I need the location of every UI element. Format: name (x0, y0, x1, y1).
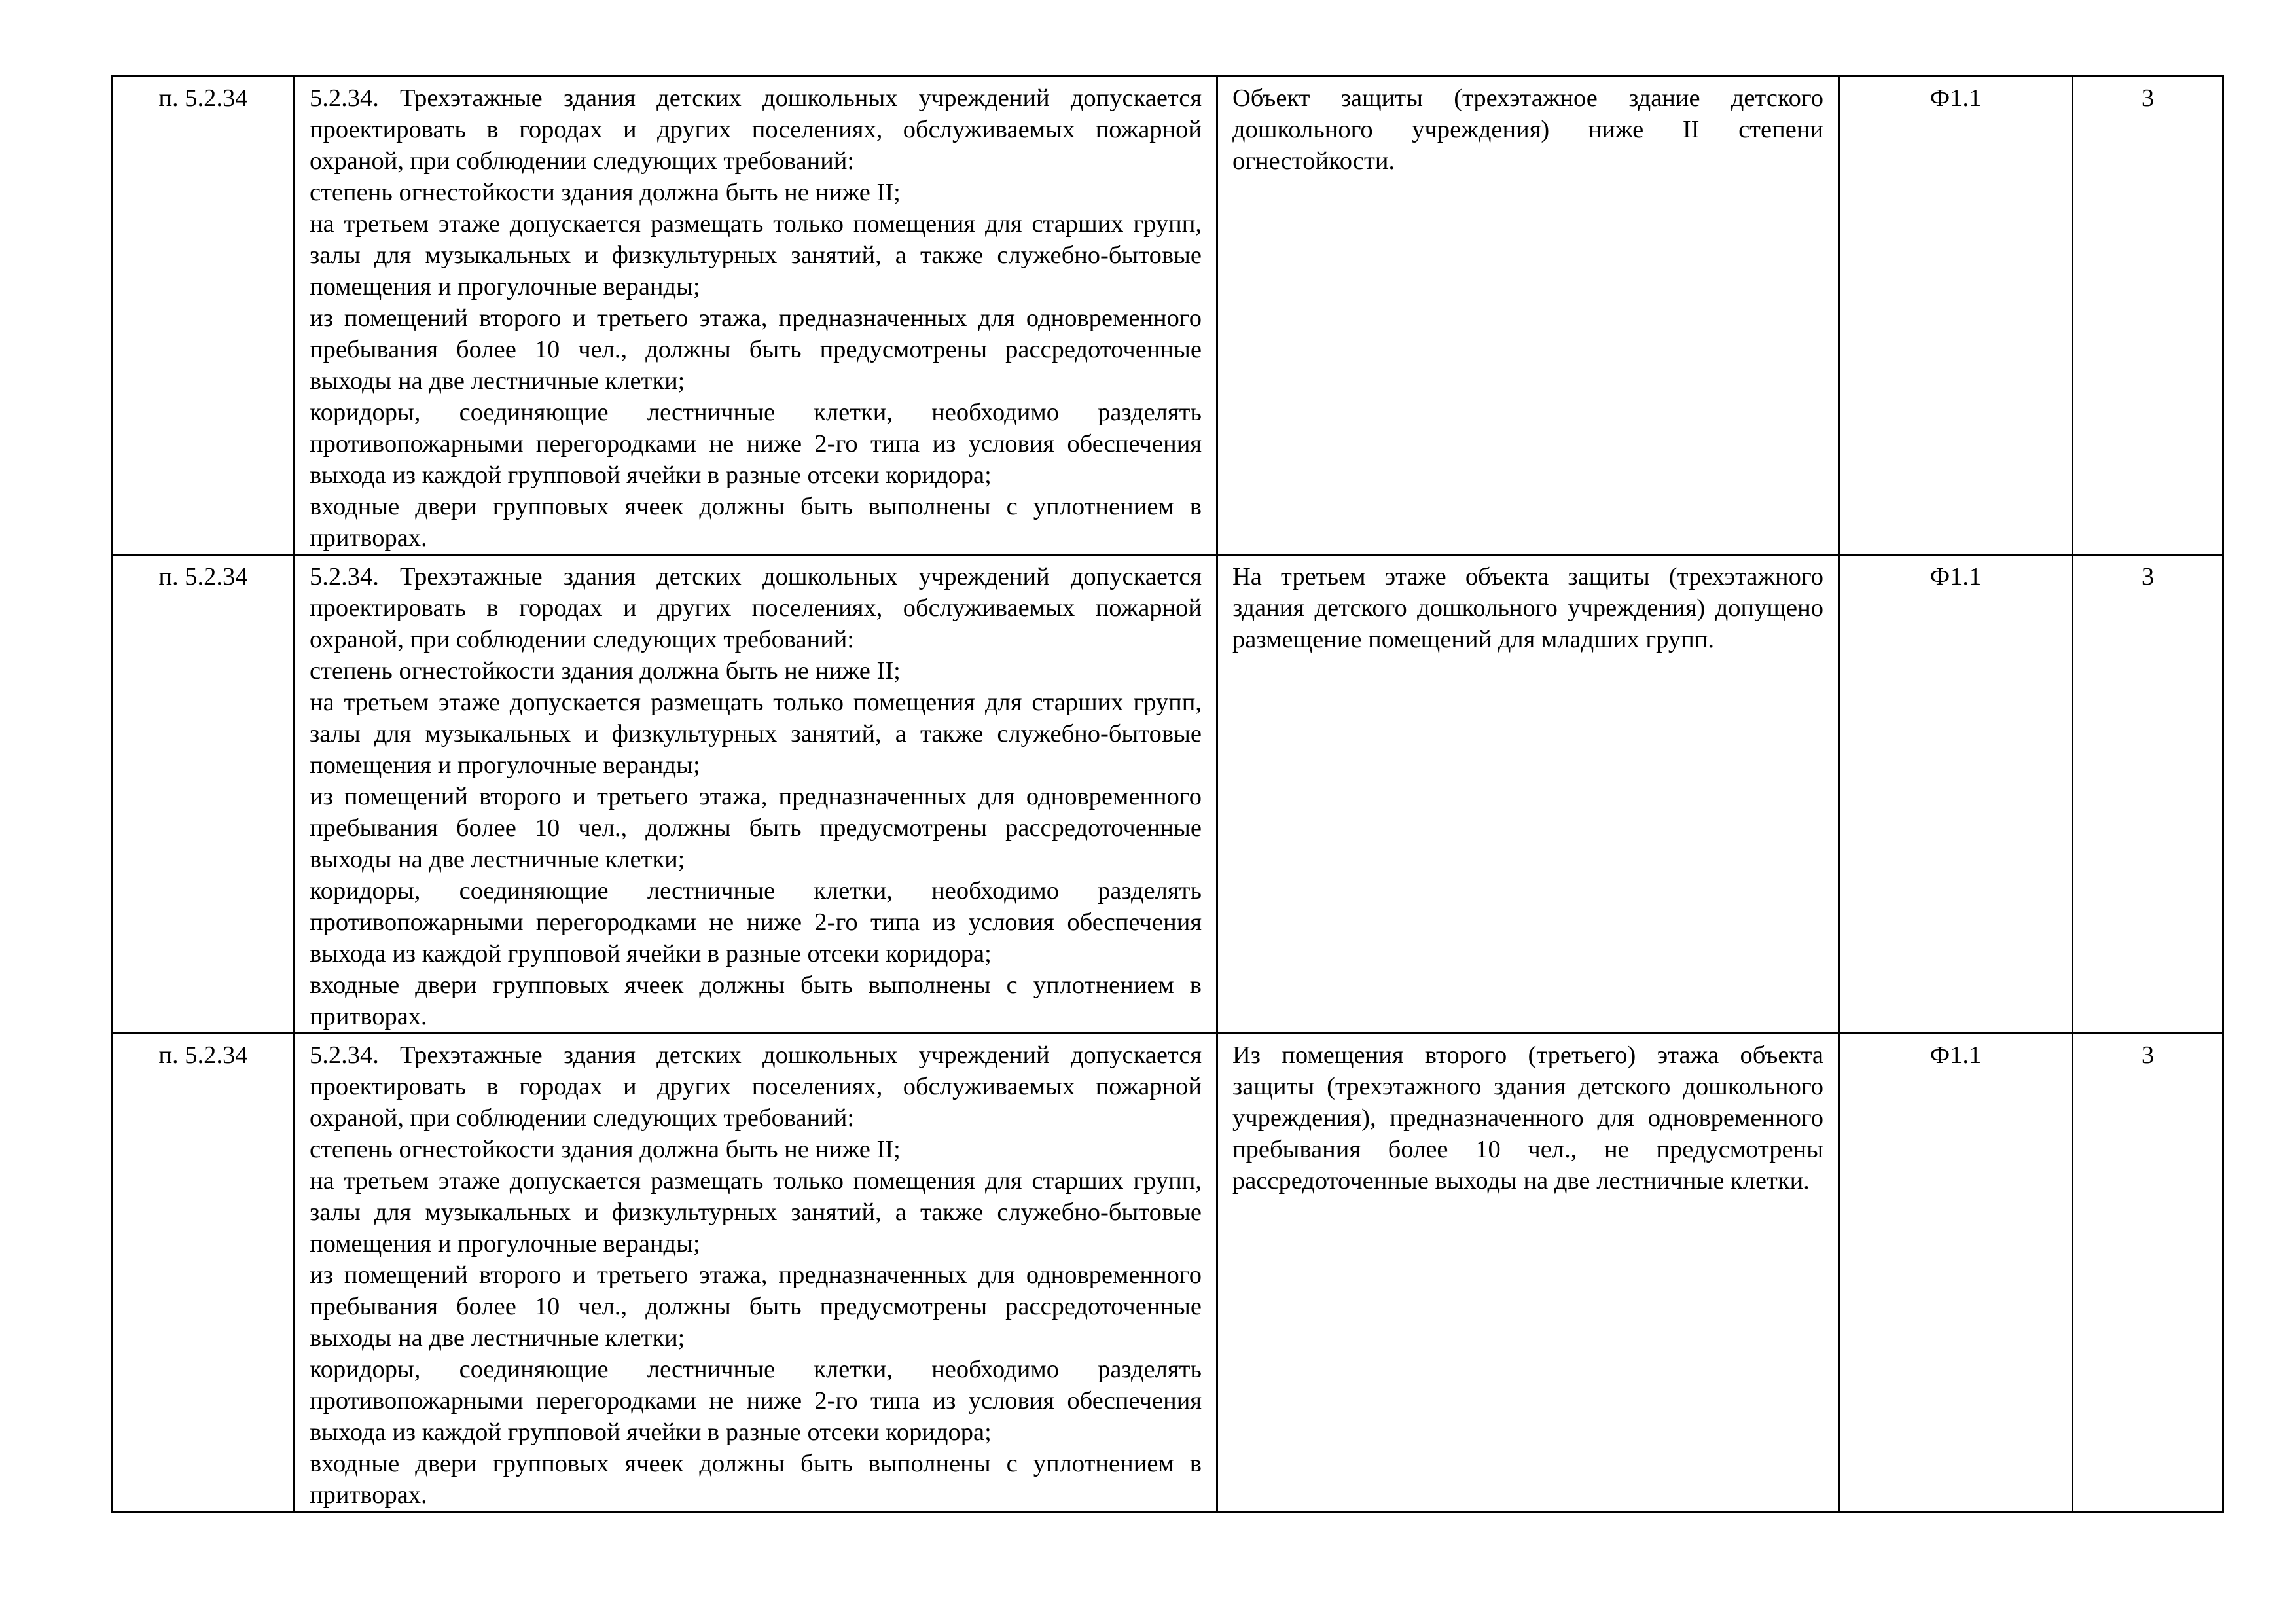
clause-reference: п. 5.2.34 (113, 555, 295, 1034)
table-row (113, 77, 2223, 555)
requirement-paragraph: 5.2.34. Трехэтажные здания детских дошкольных учреждений допускается проектировать в городах и других поселениях, обслуживаемых пожарной охраной, при соблюдении следующих требований: (310, 1041, 1202, 1132)
requirement-paragraph: из помещений второго и третьего этажа, предназначенных для одновременного пребывания более 10 чел., должны быть предусмотрены рассредоточенные выходы на две лестничные клетки; (310, 304, 1202, 395)
requirement-paragraph: на третьем этаже допускается размещать только помещения для старших групп, залы для музыкальных и физкультурных занятий, а также служебно-бытовые помещения и прогулочные веранды; (310, 689, 1202, 779)
requirements-table (111, 75, 2224, 1513)
requirement-paragraph: степень огнестойкости здания должна быть не ниже II; (310, 1136, 901, 1163)
requirement-text (295, 1034, 1217, 1512)
requirement-paragraph: коридоры, соединяющие лестничные клетки, необходимо разделять противопожарными перегородками не ниже 2-го типа из условия обеспечения выхода из каждой групповой ячейки в разные отсеки коридора; (310, 877, 1202, 967)
requirement-paragraph: входные двери групповых ячеек должны быть выполнены с уплотнением в притворах. (310, 1450, 1202, 1509)
requirement-paragraph: входные двери групповых ячеек должны быть выполнены с уплотнением в притворах. (310, 971, 1202, 1030)
functional-class: Ф1.1 (1839, 77, 2073, 555)
requirement-paragraph: входные двери групповых ячеек должны быть выполнены с уплотнением в притворах. (310, 493, 1202, 552)
requirement-text (295, 77, 1217, 555)
requirement-paragraph: коридоры, соединяющие лестничные клетки, необходимо разделять противопожарными перегородками не ниже 2-го типа из условия обеспечения выхода из каждой групповой ячейки в разные отсеки коридора; (310, 1356, 1202, 1446)
requirement-paragraph: степень огнестойкости здания должна быть не ниже II; (310, 657, 901, 685)
requirement-paragraph: из помещений второго и третьего этажа, предназначенных для одновременного пребывания более 10 чел., должны быть предусмотрены рассредоточенные выходы на две лестничные клетки; (310, 1261, 1202, 1352)
violation-description: Из помещения второго (третьего) этажа объекта защиты (трехэтажного здания детского дошкольного учреждения), предназначенного для одновременного пребывания более 10 чел., не предусмотрены рассредоточенные выходы на две лестничные клетки. (1217, 1034, 1839, 1512)
category-value: 3 (2073, 555, 2223, 1034)
clause-reference: п. 5.2.34 (113, 1034, 295, 1512)
violation-description: На третьем этаже объекта защиты (трехэтажного здания детского дошкольного учреждения) допущено размещение помещений для младших групп. (1217, 555, 1839, 1034)
violation-description: Объект защиты (трехэтажное здание детского дошкольного учреждения) ниже II степени огнестойкости. (1217, 77, 1839, 555)
requirement-paragraph: коридоры, соединяющие лестничные клетки, необходимо разделять противопожарными перегородками не ниже 2-го типа из условия обеспечения выхода из каждой групповой ячейки в разные отсеки коридора; (310, 399, 1202, 489)
requirement-paragraph: на третьем этаже допускается размещать только помещения для старших групп, залы для музыкальных и физкультурных занятий, а также служебно-бытовые помещения и прогулочные веранды; (310, 210, 1202, 300)
requirement-paragraph: степень огнестойкости здания должна быть не ниже II; (310, 179, 901, 206)
clause-reference: п. 5.2.34 (113, 77, 295, 555)
category-value: 3 (2073, 77, 2223, 555)
requirement-paragraph: 5.2.34. Трехэтажные здания детских дошкольных учреждений допускается проектировать в городах и других поселениях, обслуживаемых пожарной охраной, при соблюдении следующих требований: (310, 84, 1202, 175)
table-row (113, 1034, 2223, 1512)
functional-class: Ф1.1 (1839, 1034, 2073, 1512)
requirement-paragraph: из помещений второго и третьего этажа, предназначенных для одновременного пребывания более 10 чел., должны быть предусмотрены рассредоточенные выходы на две лестничные клетки; (310, 783, 1202, 873)
category-value: 3 (2073, 1034, 2223, 1512)
requirement-paragraph: на третьем этаже допускается размещать только помещения для старших групп, залы для музыкальных и физкультурных занятий, а также служебно-бытовые помещения и прогулочные веранды; (310, 1167, 1202, 1257)
requirement-text (295, 555, 1217, 1034)
table-row (113, 555, 2223, 1034)
functional-class: Ф1.1 (1839, 555, 2073, 1034)
requirement-paragraph: 5.2.34. Трехэтажные здания детских дошкольных учреждений допускается проектировать в городах и других поселениях, обслуживаемых пожарной охраной, при соблюдении следующих требований: (310, 563, 1202, 653)
